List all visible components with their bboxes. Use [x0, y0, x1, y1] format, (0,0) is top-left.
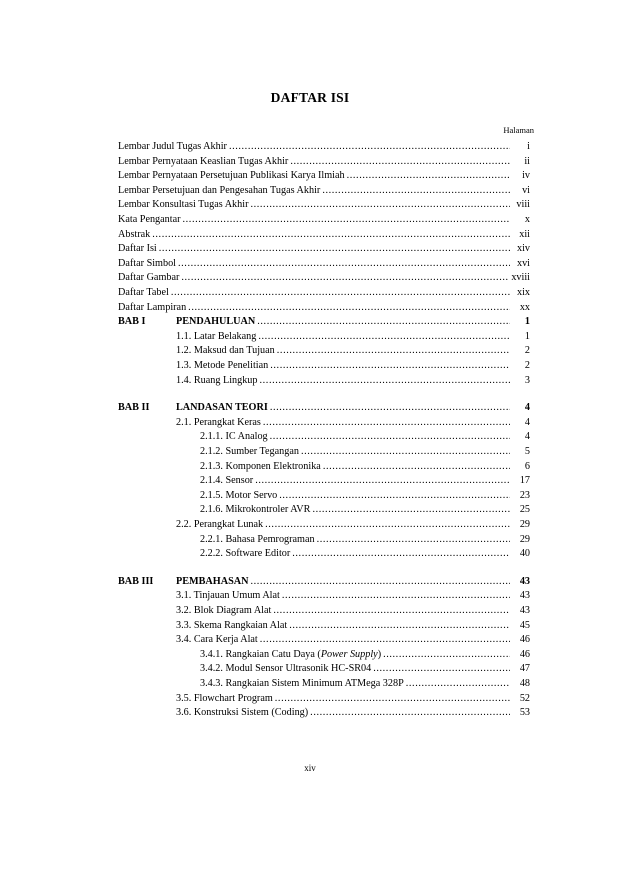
toc-entry-label — [200, 445, 299, 459]
dot-leader — [347, 169, 510, 183]
toc-entry-text: PENDAHULUAN — [176, 316, 256, 328]
toc-entry-text: 2.1.3. Komponen Elektronika — [200, 460, 321, 472]
dot-leader — [292, 547, 510, 561]
toc-entry-page: xix — [516, 287, 530, 298]
toc-entry — [200, 474, 530, 488]
toc-entry — [176, 692, 530, 706]
chapter-number: BAB II — [118, 402, 150, 414]
toc-entry-page: viii — [516, 199, 530, 211]
toc-entry — [118, 257, 530, 271]
chapter-number: BAB III — [118, 575, 154, 587]
toc-entry-page: i — [527, 141, 530, 152]
toc-entry-label — [200, 489, 277, 503]
toc-entry-label — [176, 589, 280, 603]
toc-entry-text: 3.4.2. Modul Sensor Ultrasonik HC-SR04 — [200, 663, 372, 675]
toc-entry-page: xiv — [516, 243, 530, 255]
toc-entry — [118, 169, 530, 183]
toc-entry-page: 52 — [519, 692, 530, 704]
toc-entry-page: 2 — [524, 360, 530, 371]
toc-entry-label — [176, 706, 308, 720]
toc-entry — [118, 228, 530, 242]
dot-leader — [277, 344, 510, 358]
toc-entry-page: iv — [522, 170, 530, 182]
dot-leader — [260, 374, 511, 388]
toc-entry-text: Lembar Persetujuan dan Pengesahan Tugas Akhir — [118, 184, 321, 196]
toc-entry — [118, 198, 530, 212]
toc-entry-page: 29 — [519, 519, 530, 530]
toc-entry-text: Lembar Pernyataan Keaslian Tugas Akhir — [118, 155, 289, 167]
toc-entry-label — [176, 344, 275, 358]
toc-entry — [200, 489, 530, 503]
dot-leader — [181, 271, 509, 285]
toc-entry — [200, 662, 530, 676]
toc-entry-label — [118, 169, 345, 183]
toc-entry — [200, 460, 530, 474]
toc-entry-label — [118, 286, 169, 300]
toc-entry-text: 2.2.1. Bahasa Pemrograman — [200, 533, 315, 545]
toc-entry-text: 2.2.2. Software Editor — [200, 548, 291, 560]
toc-entry-label — [176, 692, 273, 706]
dot-leader — [270, 401, 510, 415]
dot-leader — [312, 503, 510, 517]
toc-entry — [176, 344, 530, 358]
dot-leader — [282, 589, 510, 603]
toc-entry-page: 46 — [519, 648, 530, 660]
toc-entry-label — [200, 474, 253, 488]
toc-entry-text: 2.1.4. Sensor — [200, 475, 254, 487]
dot-leader — [322, 184, 510, 198]
toc-entry — [176, 359, 530, 373]
dot-leader — [310, 706, 510, 720]
dot-leader — [323, 460, 510, 474]
toc-entry — [176, 589, 530, 603]
toc-entry-page: 48 — [519, 678, 530, 689]
toc-entry — [118, 271, 530, 285]
dot-leader — [279, 489, 510, 503]
dot-leader — [290, 155, 510, 169]
toc-entry — [118, 286, 530, 300]
toc-entry-page: 17 — [519, 475, 530, 487]
chapter-number: BAB I — [118, 316, 146, 328]
toc-entry-text: Daftar Simbol — [118, 257, 177, 269]
toc-entry — [200, 503, 530, 517]
toc-entry-label — [118, 140, 227, 154]
toc-entry-page: vi — [522, 184, 530, 196]
toc-entry — [176, 619, 530, 633]
toc-entry-text: Lembar Pernyataan Persetujuan Publikasi Karya Ilmiah — [118, 170, 345, 182]
page-title: DAFTAR ISI — [270, 90, 350, 105]
toc-entry-label — [176, 359, 268, 373]
toc-entry — [118, 184, 530, 198]
toc-entry — [200, 430, 530, 444]
toc-entry-text: Daftar Isi — [118, 243, 157, 255]
toc-entry-text: 3.4.1. Rangkaian Catu Daya ( — [200, 648, 321, 660]
toc-entry-text: 2.1.1. IC Analog — [200, 431, 268, 443]
toc-entry-text: 3.4.3. Rangkaian Sistem Minimum ATMega 328P — [200, 678, 404, 689]
toc-entry-page: 43 — [519, 590, 530, 602]
toc-entry-page: 5 — [524, 446, 530, 457]
toc-entry — [118, 301, 530, 315]
toc-entry-text: 2.2. Perangkat Lunak — [176, 519, 264, 530]
toc-entry — [118, 213, 530, 227]
toc-entry-page: 4 — [524, 431, 530, 443]
toc-entry-label — [200, 460, 321, 474]
toc-entry-label — [118, 301, 186, 315]
dot-leader — [152, 228, 510, 242]
toc-entry-label — [176, 604, 271, 618]
toc-entry-label — [200, 430, 268, 444]
toc-entry-label — [176, 374, 258, 388]
toc-entry-text-after: ) — [377, 648, 382, 660]
toc-entry — [176, 330, 530, 344]
toc-entry — [200, 648, 530, 662]
dot-leader — [301, 445, 510, 459]
dot-leader — [258, 330, 510, 344]
toc-entry-page: xx — [519, 301, 530, 313]
toc-entry-label — [118, 213, 181, 227]
dot-leader — [273, 604, 510, 618]
dot-leader — [188, 301, 510, 315]
toc-entry-text: 2.1.2. Sumber Tegangan — [200, 446, 299, 457]
toc-entry-label — [118, 228, 150, 242]
dot-leader — [255, 474, 510, 488]
toc-entry-text: 1.1. Latar Belakang — [176, 330, 257, 342]
toc-entry-page: xii — [519, 228, 530, 240]
toc-entry-page: 1 — [524, 330, 530, 342]
toc-entry-label — [118, 198, 248, 212]
dot-leader — [289, 619, 510, 633]
toc-entry-text: Lembar Judul Tugas Akhir — [118, 141, 227, 152]
toc-entry-text: LANDASAN TEORI — [176, 402, 268, 414]
toc-entry-text: Lembar Konsultasi Tugas Akhir — [118, 199, 249, 211]
toc-entry — [200, 547, 530, 561]
toc-entry-text: Kata Pengantar — [118, 214, 181, 225]
toc-entry-page: x — [524, 214, 530, 225]
toc-entry-text: PEMBAHASAN — [176, 575, 249, 587]
dot-leader — [250, 575, 510, 589]
toc-entry-page: 43 — [519, 605, 530, 616]
toc-entry-text: 3.2. Blok Diagram Alat — [176, 605, 272, 616]
toc-entry-label — [118, 271, 179, 285]
toc-entry — [176, 604, 530, 618]
toc-entry-text: Daftar Lampiran — [118, 301, 187, 313]
toc-entry-page: ii — [524, 155, 530, 167]
toc-entry-label — [200, 547, 290, 561]
toc-entry-label — [176, 330, 256, 344]
toc-entry-label — [118, 315, 255, 329]
toc-entry-text: 3.5. Flowchart Program — [176, 692, 273, 704]
toc-entry-text: 3.4. Cara Kerja Alat — [176, 634, 258, 646]
dot-leader — [260, 633, 510, 647]
toc-entry-label — [118, 155, 288, 169]
toc-entry — [176, 518, 530, 532]
toc-entry-label — [176, 518, 263, 532]
toc-entry-label — [118, 257, 176, 271]
toc-entry-label — [118, 184, 320, 198]
toc-entry-page: 25 — [519, 504, 530, 516]
toc-entry-page: 53 — [519, 707, 530, 719]
toc-entry-label — [200, 662, 371, 676]
dot-leader — [250, 198, 510, 212]
toc-entry-page: 1 — [524, 316, 530, 328]
toc-entry-text: Daftar Tabel — [118, 287, 169, 298]
toc-entry-text: 1.4. Ruang Lingkup — [176, 374, 258, 386]
toc-entry-page: 4 — [524, 416, 530, 428]
dot-leader — [257, 315, 510, 329]
dot-leader — [229, 140, 510, 154]
toc-entry-page: 23 — [519, 489, 530, 501]
dot-leader — [270, 359, 510, 373]
toc-entry-text: 1.3. Metode Penelitian — [176, 360, 269, 371]
toc-entry — [118, 315, 530, 329]
toc-entry — [176, 633, 530, 647]
dot-leader — [406, 677, 510, 691]
toc-entry — [200, 677, 530, 691]
dot-leader — [270, 430, 510, 444]
dot-leader — [317, 533, 510, 547]
toc-entry — [118, 401, 530, 415]
toc-entry — [176, 706, 530, 720]
toc-entry-page: 43 — [519, 575, 530, 587]
toc-entry-text: 3.1. Tinjauan Umum Alat — [176, 590, 280, 602]
toc-entry-label — [118, 575, 248, 589]
toc-entry-label — [200, 677, 404, 691]
toc-entry — [176, 416, 530, 430]
toc-entry-page: 3 — [524, 374, 530, 386]
dot-leader — [183, 213, 510, 227]
toc-entry-text: 1.2. Maksud dan Tujuan — [176, 345, 275, 357]
toc-entry-text: Abstrak — [118, 228, 151, 240]
toc-entry — [200, 533, 530, 547]
toc-entry-text: 3.6. Konstruksi Sistem (Coding) — [176, 707, 309, 719]
toc-entry-text: 2.1.5. Motor Servo — [200, 489, 278, 501]
page-number: xiv — [304, 763, 316, 773]
dot-leader — [373, 662, 510, 676]
dot-leader — [265, 518, 510, 532]
toc-entry-label — [200, 503, 310, 517]
dot-leader — [159, 242, 510, 256]
toc-entry-text: 2.1.6. Mikrokontroler AVR — [200, 504, 311, 516]
toc-entry-label — [118, 242, 157, 256]
toc-entry — [200, 445, 530, 459]
toc-entry-label — [200, 533, 315, 547]
toc-entry-page: xviii — [511, 272, 530, 284]
dot-leader — [263, 416, 510, 430]
toc-entry — [118, 242, 530, 256]
toc-entry-page: xvi — [516, 257, 530, 269]
toc-entry-page: 47 — [519, 663, 530, 675]
toc-entry-label — [176, 619, 287, 633]
halaman-label: Halaman — [503, 125, 534, 135]
toc-entry-page: 2 — [524, 345, 530, 357]
toc-entry — [118, 155, 530, 169]
toc-entry — [118, 575, 530, 589]
dot-leader — [275, 692, 510, 706]
dot-leader — [383, 648, 510, 662]
toc-entry-page: 45 — [519, 619, 530, 631]
toc-entry-page: 29 — [519, 533, 530, 545]
toc-entry-text: 3.3. Skema Rangkaian Alat — [176, 619, 288, 631]
toc-entry-page: 4 — [524, 402, 530, 414]
toc-entry-text: Daftar Gambar — [118, 272, 180, 284]
toc-entry-page: 6 — [524, 460, 530, 472]
dot-leader — [178, 257, 510, 271]
toc-entry-page: 40 — [519, 548, 530, 560]
toc-entry-italic-text: Power Supply — [320, 648, 378, 660]
toc-entry-page: 46 — [519, 634, 530, 646]
dot-leader — [171, 286, 510, 300]
toc-entry — [118, 140, 530, 154]
toc-entry-text: 2.1. Perangkat Keras — [176, 416, 261, 428]
toc-entry-label — [176, 633, 258, 647]
toc-entry — [176, 374, 530, 388]
toc-entry-label — [200, 648, 381, 662]
toc-entry-label — [118, 401, 268, 415]
toc-entry-label — [176, 416, 261, 430]
